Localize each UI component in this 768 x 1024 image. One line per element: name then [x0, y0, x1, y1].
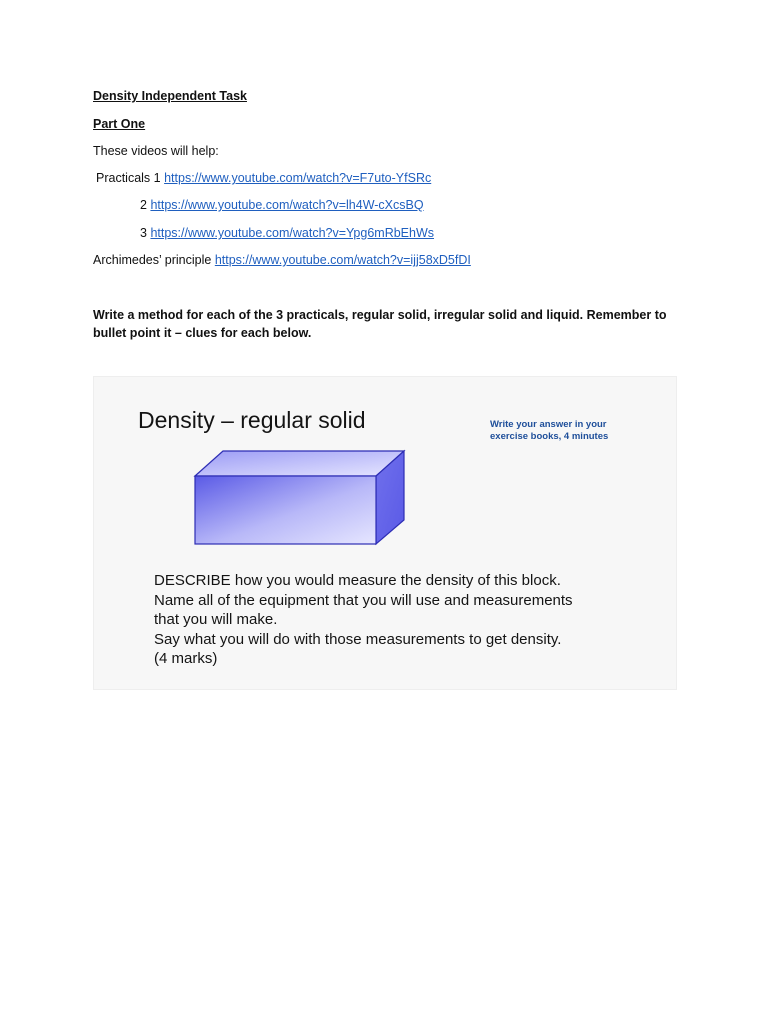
slide-body-line: that you will make.: [154, 611, 278, 628]
video-row: [140, 225, 434, 241]
video-label: Practicals 1: [96, 171, 161, 185]
slide-body-line: Name all of the equipment that you will use and measurements: [154, 591, 573, 609]
slide-note-line: exercise books, 4 minutes: [490, 431, 609, 442]
block-top-face: [195, 451, 404, 476]
video-link[interactable]: https://www.youtube.com/watch?v=ijj58xD5fDI: [214, 253, 471, 267]
slide-body-line: Say what you will do with those measurements to get density.: [154, 630, 562, 648]
slide-image: [93, 376, 677, 690]
video-link[interactable]: https://www.youtube.com/watch?v=lh4W-cXcsBQ: [150, 198, 424, 212]
slide-body-line: (4 marks): [154, 650, 218, 667]
video-label: Archimedes’ principle: [93, 253, 212, 267]
video-row: [96, 170, 431, 186]
video-link[interactable]: https://www.youtube.com/watch?v=Ypg6mRbEhWs: [150, 226, 435, 240]
slide-note-line: Write your answer in your: [490, 419, 607, 430]
slide-title: Density – regular solid: [138, 407, 366, 433]
instructions-text: Write a method for each of the 3 practicals, regular solid, irregular solid and liquid. Remember to bullet point it – clues for each below.: [93, 308, 667, 340]
video-link[interactable]: https://www.youtube.com/watch?v=F7uto-YfSRc: [164, 171, 432, 185]
video-label: 2: [140, 198, 147, 212]
document-title: Density Independent Task: [93, 89, 247, 103]
video-label: 3: [140, 226, 147, 240]
video-row: [140, 197, 424, 213]
slide-body-line: DESCRIBE how you would measure the density of this block.: [154, 572, 561, 589]
part-heading: Part One: [93, 117, 146, 131]
video-row: [93, 252, 471, 268]
block-front-face: [195, 476, 376, 544]
intro-text: These videos will help:: [93, 144, 219, 158]
slide-body: [154, 571, 654, 669]
